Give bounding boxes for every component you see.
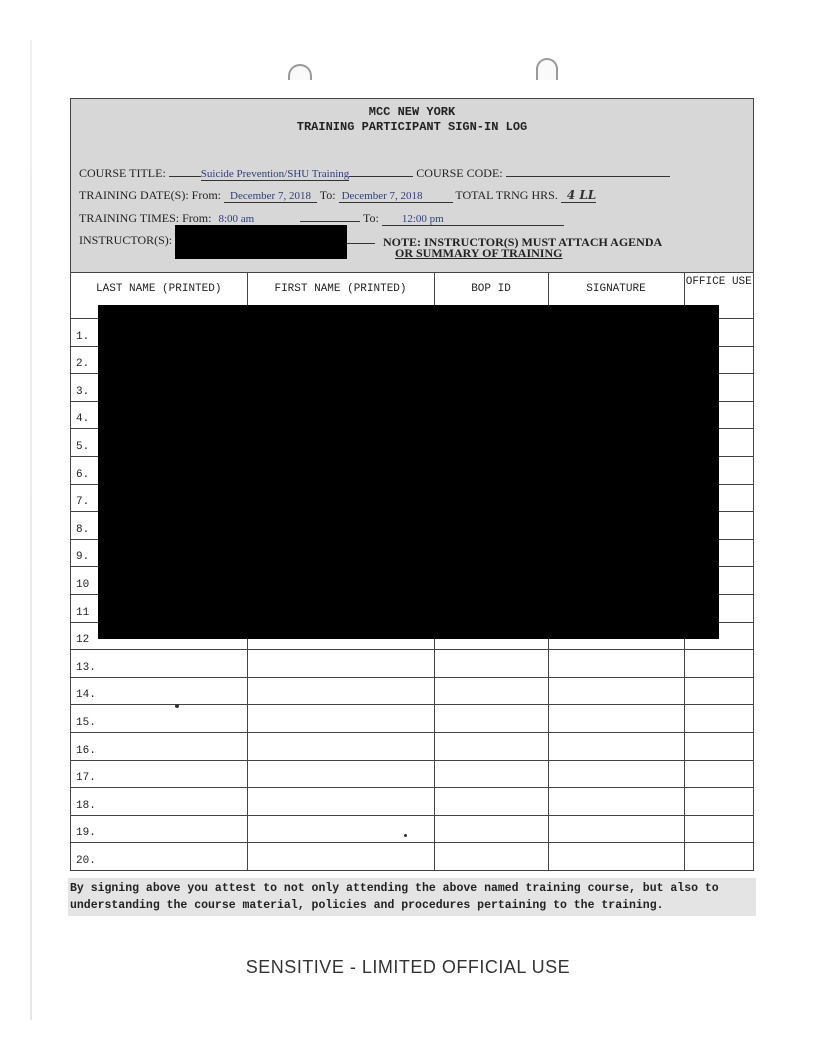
instructor-note	[383, 237, 662, 259]
punch-hole-right	[536, 58, 558, 80]
training-dates-line	[79, 188, 747, 203]
note-line-1: NOTE: INSTRUCTOR(S) MUST ATTACH AGENDA	[383, 235, 663, 249]
table-row	[71, 788, 753, 816]
date-to-label: To:	[319, 188, 336, 202]
training-times-label: TRAINING TIMES: From:	[79, 211, 212, 225]
date-from-value: December 7, 2018	[224, 190, 317, 203]
table-row	[71, 732, 753, 760]
page-edge-shadow	[30, 40, 32, 1020]
time-to-label: To:	[363, 211, 379, 225]
table-row	[71, 815, 753, 843]
row-number: 8.	[76, 523, 90, 536]
row-number: 6.	[76, 468, 90, 481]
row-number: 11	[76, 606, 90, 619]
time-from-value: 8:00 am	[214, 213, 300, 226]
table-row	[71, 650, 753, 678]
row-number: 7.	[76, 496, 90, 509]
row-number: 15.	[76, 716, 96, 729]
facility-name: MCC NEW YORK	[368, 105, 456, 119]
row-number: 1.	[76, 330, 90, 343]
total-hrs-label: TOTAL TRNG HRS.	[455, 188, 558, 202]
scan-speck	[404, 834, 407, 837]
header-first-name: FIRST NAME (PRINTED)	[247, 273, 434, 319]
header-last-name: LAST NAME (PRINTED)	[71, 273, 247, 319]
row-number: 4.	[76, 413, 90, 426]
scan-speck	[175, 704, 179, 708]
row-number: 5.	[76, 440, 90, 453]
course-title-label: COURSE TITLE:	[79, 166, 166, 180]
instructors-label: INSTRUCTOR(S):	[79, 233, 173, 247]
row-number: 3.	[76, 385, 90, 398]
header-signature: SIGNATURE	[548, 273, 684, 319]
form-title	[71, 99, 753, 135]
course-title-value: Suicide Prevention/SHU Training	[200, 168, 350, 180]
punch-hole-left	[288, 64, 312, 80]
sensitivity-marking: SENSITIVE - LIMITED OFFICIAL USE	[245, 957, 571, 977]
row-number: 13.	[76, 661, 96, 674]
row-number: 12	[76, 634, 90, 647]
header-bop-id: BOP ID	[434, 273, 548, 319]
table-row	[71, 843, 753, 870]
row-number: 9.	[76, 551, 90, 564]
header-office-use: OFFICE USE	[684, 273, 753, 319]
row-number: 20.	[76, 854, 96, 867]
log-title: TRAINING PARTICIPANT SIGN-IN LOG	[296, 120, 528, 134]
table-row	[71, 760, 753, 788]
attestation-text: By signing above you attest to not only attending the above named training course, but also to understanding the course material, policies and procedures pertaining to the training.	[68, 878, 756, 916]
total-hrs-value: 4 LL	[561, 188, 596, 203]
course-title-line	[79, 166, 747, 181]
row-number: 18.	[76, 799, 96, 812]
table-row	[71, 677, 753, 705]
note-line-2: OR SUMMARY OF TRAINING	[395, 246, 563, 260]
row-number: 19.	[76, 827, 96, 840]
row-number: 17.	[76, 772, 96, 785]
instructor-redaction	[175, 225, 347, 259]
course-code-label: COURSE CODE:	[416, 166, 503, 180]
table-row	[71, 705, 753, 733]
row-number: 2.	[76, 358, 90, 371]
form-header	[71, 99, 753, 273]
participant-redaction	[98, 305, 719, 639]
row-number: 10	[76, 578, 90, 591]
training-times-line	[79, 211, 747, 226]
time-to-value: 12:00 pm	[382, 213, 564, 226]
row-number: 14.	[76, 689, 96, 702]
row-number: 16.	[76, 744, 96, 757]
course-code-value	[506, 176, 670, 177]
training-dates-label: TRAINING DATE(S): From:	[79, 188, 221, 202]
date-to-value: December 7, 2018	[339, 190, 453, 203]
